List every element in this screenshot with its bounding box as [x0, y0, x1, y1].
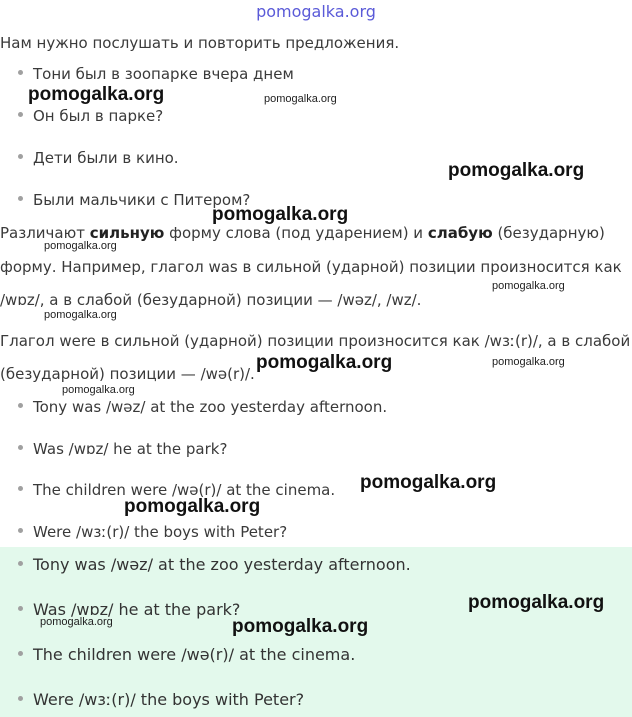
intro-text: Нам нужно послушать и повторить предложения.: [0, 34, 400, 52]
list-item: Дети были в кино.: [18, 149, 179, 167]
list-item: The children were /wə(r)/ at the cinema.: [18, 645, 355, 664]
watermark: pomogalka.org: [40, 616, 113, 628]
watermark: pomogalka.org: [212, 204, 349, 225]
list-item: Was /wɒz/ he at the park?: [18, 600, 240, 619]
bullet-icon: [18, 696, 23, 701]
watermark: pomogalka.org: [468, 592, 605, 613]
watermark: pomogalka.org: [44, 309, 117, 321]
watermark-top: pomogalka.org: [256, 2, 376, 21]
bullet-icon: [18, 561, 23, 566]
bullet-icon: [18, 606, 23, 611]
bullet-icon: [18, 651, 23, 656]
watermark: pomogalka.org: [124, 496, 261, 517]
list-item: Was /wɒz/ he at the park?: [18, 440, 227, 458]
list-item: Were /wɜː(r)/ the boys with Peter?: [18, 523, 287, 541]
paragraph-line: форму. Например, глагол was в сильной (ударной) позиции произносится как: [0, 258, 622, 276]
bullet-icon: [18, 154, 23, 159]
paragraph-line: /wɒz/, а в слабой (безударной) позиции — /wəz/, /wz/.: [0, 291, 422, 309]
list-item: Tony was /wəz/ at the zoo yesterday afternoon.: [18, 555, 411, 574]
watermark: pomogalka.org: [448, 160, 585, 181]
paragraph-line: Глагол were в сильной (ударной) позиции произносится как /wɜː(r)/, а в слабой: [0, 332, 631, 350]
watermark: pomogalka.org: [256, 352, 393, 373]
watermark: pomogalka.org: [492, 356, 565, 368]
list-item: Он был в парке?: [18, 107, 163, 125]
bullet-icon: [18, 196, 23, 201]
bullet-icon: [18, 70, 23, 75]
bullet-icon: [18, 445, 23, 450]
list-item: The children were /wə(r)/ at the cinema.: [18, 481, 335, 499]
watermark: pomogalka.org: [62, 384, 135, 396]
list-item: Were /wɜː(r)/ the boys with Peter?: [18, 690, 304, 709]
watermark: pomogalka.org: [492, 280, 565, 292]
paragraph-line: Различают сильную форму слова (под ударением) и слабую (безударную): [0, 224, 605, 242]
watermark: pomogalka.org: [232, 616, 369, 637]
bullet-icon: [18, 403, 23, 408]
watermark: pomogalka.org: [264, 93, 337, 105]
watermark: pomogalka.org: [360, 472, 497, 493]
list-item: Tony was /wəz/ at the zoo yesterday afternoon.: [18, 398, 387, 416]
watermark: pomogalka.org: [44, 240, 117, 252]
bullet-icon: [18, 528, 23, 533]
paragraph-line: (безударной) позиции — /wə(r)/.: [0, 365, 255, 383]
list-item: Тони был в зоопарке вчера днем: [18, 65, 294, 83]
watermark: pomogalka.org: [28, 84, 165, 105]
bullet-icon: [18, 486, 23, 491]
bullet-icon: [18, 112, 23, 117]
list-item: Были мальчики с Питером?: [18, 191, 250, 209]
